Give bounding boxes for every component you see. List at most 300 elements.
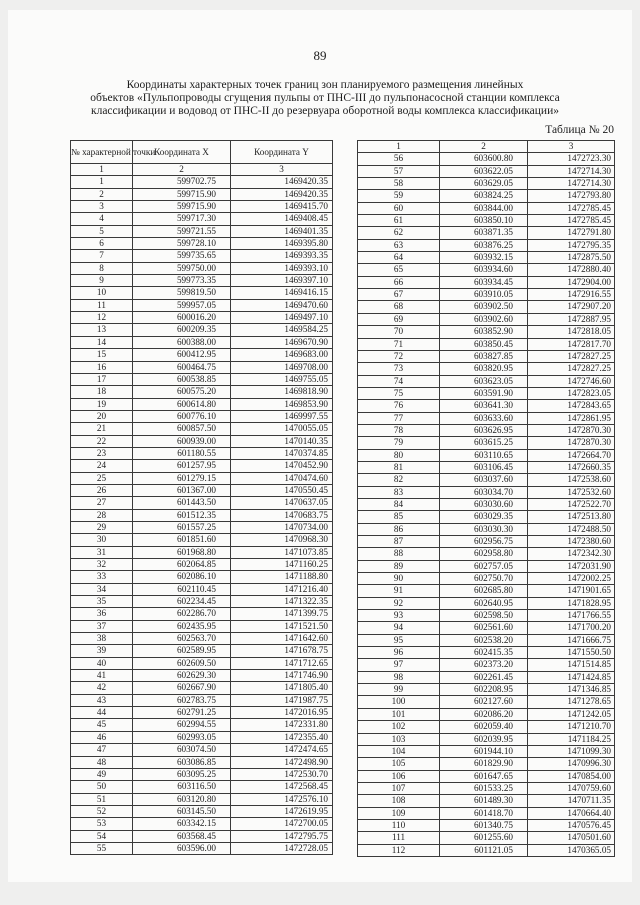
point-number-cell: 80 [358,449,440,461]
coordinate-y-cell: 1471160.25 [231,559,333,571]
point-number-cell: 110 [358,819,440,831]
coordinate-x-cell: 602563.70 [133,633,231,645]
coordinate-x-cell: 603029.35 [440,511,528,523]
point-number-cell: 39 [71,645,133,657]
table-row [71,312,333,324]
table-row [71,386,333,398]
coordinate-x-cell: 599702.75 [133,176,231,188]
table-row [71,497,333,509]
coordinate-x-cell: 602791.25 [133,707,231,719]
coordinate-y-cell: 1472488.50 [528,523,615,535]
table-row [71,213,333,225]
table-row [358,795,615,807]
point-number-cell: 42 [71,682,133,694]
coordinate-y-cell: 1472785.45 [528,202,615,214]
coordinate-y-cell: 1471828.95 [528,597,615,609]
coordinate-y-cell: 1472664.70 [528,449,615,461]
coordinate-x-cell: 600857.50 [133,423,231,435]
table-row [358,363,615,375]
table-row [71,509,333,521]
table-row [71,188,333,200]
table-row [358,634,615,646]
coordinate-x-cell: 601418.70 [440,807,528,819]
point-number-cell: 55 [71,842,133,854]
coordinate-y-cell: 1470759.60 [528,782,615,794]
table-row [71,287,333,299]
table-row [358,474,615,486]
coordinate-y-cell: 1470854.00 [528,770,615,782]
coordinate-y-cell: 1469670.90 [231,336,333,348]
coordinate-x-cell: 601443.50 [133,497,231,509]
coordinate-x-cell: 603629.05 [440,178,528,190]
point-number-cell: 4 [71,213,133,225]
table-row [358,573,615,585]
coordinate-x-cell: 603591.90 [440,387,528,399]
table-row [71,608,333,620]
table-row [358,708,615,720]
coordinate-y-cell: 1469997.55 [231,410,333,422]
coordinate-x-cell: 603932.15 [440,252,528,264]
coordinate-y-cell: 1469395.80 [231,238,333,250]
point-number-cell: 66 [358,276,440,288]
table-row [71,225,333,237]
coordinate-x-cell: 601340.75 [440,819,528,831]
coordinate-y-cell: 1471424.85 [528,671,615,683]
table-row [358,782,615,794]
table-row [71,756,333,768]
coordinate-x-cell: 603820.95 [440,363,528,375]
coordinate-y-cell: 1471242.05 [528,708,615,720]
point-number-cell: 26 [71,484,133,496]
coordinate-x-cell: 600016.20 [133,312,231,324]
coordinate-x-cell: 603596.00 [133,842,231,854]
table-row [358,536,615,548]
point-number-cell: 49 [71,768,133,780]
coordinates-table-right [357,140,615,857]
table-row [358,585,615,597]
table-row [71,262,333,274]
point-number-cell: 52 [71,805,133,817]
table-row [71,719,333,731]
point-number-cell: 75 [358,387,440,399]
point-number-cell: 101 [358,708,440,720]
coordinate-y-cell: 1472785.45 [528,215,615,227]
point-number-cell: 6 [71,238,133,250]
coordinate-y-cell: 1469401.35 [231,225,333,237]
table-row [71,410,333,422]
table-row [358,770,615,782]
point-number-cell: 107 [358,782,440,794]
coordinate-y-cell: 1469853.90 [231,398,333,410]
coordinate-x-cell: 601367.00 [133,484,231,496]
coordinate-x-cell: 599819.50 [133,287,231,299]
coordinate-x-cell: 603145.50 [133,805,231,817]
table-row [71,583,333,595]
point-number-cell: 73 [358,363,440,375]
table-row [358,523,615,535]
coordinate-x-cell: 601829.90 [440,758,528,770]
table-row [358,375,615,387]
coordinate-y-cell: 1470637.05 [231,497,333,509]
coordinate-y-cell: 1470683.75 [231,509,333,521]
table-row [71,238,333,250]
coordinate-y-cell: 1472532.60 [528,486,615,498]
coordinate-y-cell: 1469708.00 [231,361,333,373]
table-row [71,620,333,632]
table-label: Таблица № 20 [545,124,614,136]
coordinate-x-cell: 602589.95 [133,645,231,657]
coordinate-x-cell: 603034.70 [440,486,528,498]
point-number-cell: 78 [358,424,440,436]
point-number-cell: 50 [71,781,133,793]
coordinate-x-cell: 601944.10 [440,745,528,757]
coordinate-x-cell: 603902.50 [440,301,528,313]
table-row [358,350,615,362]
point-number-cell: 1 [71,176,133,188]
point-number-cell: 18 [71,386,133,398]
coordinate-y-cell: 1471188.80 [231,571,333,583]
table-row [358,807,615,819]
table-row [71,805,333,817]
coordinate-x-cell: 603850.45 [440,338,528,350]
coordinate-x-cell: 601279.15 [133,472,231,484]
coordinate-y-cell: 1472002.25 [528,573,615,585]
coordinate-y-cell: 1471666.75 [528,634,615,646]
coordinate-y-cell: 1472904.00 [528,276,615,288]
point-number-cell: 82 [358,474,440,486]
coordinate-x-cell: 603844.00 [440,202,528,214]
coordinate-y-cell: 1472793.80 [528,190,615,202]
coordinate-y-cell: 1471184.25 [528,733,615,745]
coordinate-x-cell: 602598.50 [440,610,528,622]
coordinate-y-cell: 1472887.95 [528,313,615,325]
coordinate-y-cell: 1472568.45 [231,781,333,793]
coordinate-x-cell: 601647.65 [440,770,528,782]
point-number-cell: 36 [71,608,133,620]
coordinate-x-cell: 602110.45 [133,583,231,595]
coordinate-x-cell: 603824.25 [440,190,528,202]
page-number: 89 [313,48,327,63]
table-row [358,449,615,461]
coordinate-y-cell: 1472331.80 [231,719,333,731]
coordinate-y-cell: 1469415.70 [231,201,333,213]
coordinate-x-cell: 603934.45 [440,276,528,288]
coordinate-x-cell: 599721.55 [133,225,231,237]
table-row [71,176,333,188]
point-number-cell: 84 [358,498,440,510]
coordinate-y-cell: 1472728.05 [231,842,333,854]
coordinate-x-cell: 599957.05 [133,299,231,311]
table-row [358,227,615,239]
coordinate-x-cell: 603623.05 [440,375,528,387]
coordinate-y-cell: 1470365.05 [528,844,615,856]
coordinate-y-cell: 1469584.25 [231,324,333,336]
coordinate-x-cell: 602538.20 [440,634,528,646]
coordinate-x-cell: 603030.60 [440,498,528,510]
point-number-cell: 99 [358,684,440,696]
coordinate-x-cell: 600412.95 [133,349,231,361]
coordinate-x-cell: 601255.60 [440,832,528,844]
table-row [71,670,333,682]
coordinate-y-cell: 1471216.40 [231,583,333,595]
coordinate-x-cell: 603030.30 [440,523,528,535]
coordinate-y-cell: 1472827.25 [528,350,615,362]
point-number-cell: 76 [358,400,440,412]
coordinate-x-cell: 603641.30 [440,400,528,412]
coordinate-x-cell: 602750.70 [440,573,528,585]
table-row [358,165,615,177]
table-row [71,472,333,484]
point-number-cell: 9 [71,275,133,287]
table-row [358,153,615,165]
table-row [71,657,333,669]
point-number-cell: 100 [358,696,440,708]
table-row [71,633,333,645]
table-row [358,844,615,856]
coordinate-y-cell: 1471514.85 [528,659,615,671]
table-row [358,412,615,424]
point-number-cell: 25 [71,472,133,484]
coordinate-x-cell: 599750.00 [133,262,231,274]
coordinate-y-cell: 1471099.30 [528,745,615,757]
point-number-cell: 69 [358,313,440,325]
coordinate-y-cell: 1470968.30 [231,534,333,546]
table-row [71,559,333,571]
header-coordinate-x: Координата X [133,141,231,164]
coordinate-x-cell: 602958.80 [440,548,528,560]
table-row [358,461,615,473]
coordinate-y-cell: 1471805.40 [231,682,333,694]
coordinate-x-cell: 600388.00 [133,336,231,348]
point-number-cell: 92 [358,597,440,609]
coordinate-x-cell: 603074.50 [133,744,231,756]
coordinate-x-cell: 603615.25 [440,437,528,449]
point-number-cell: 51 [71,793,133,805]
table-row [71,534,333,546]
point-number-cell: 10 [71,287,133,299]
coordinate-x-cell: 603342.15 [133,818,231,830]
coordinate-y-cell: 1472498.90 [231,756,333,768]
point-number-cell: 86 [358,523,440,535]
coordinate-y-cell: 1472723.30 [528,153,615,165]
coordinate-x-cell: 601489.30 [440,795,528,807]
table-row [71,546,333,558]
coordinate-y-cell: 1471987.75 [231,694,333,706]
coordinate-x-cell: 602435.95 [133,620,231,632]
coordinate-x-cell: 603626.95 [440,424,528,436]
coordinate-y-cell: 1469420.35 [231,188,333,200]
coordinate-x-cell: 602086.10 [133,571,231,583]
point-number-cell: 83 [358,486,440,498]
column-number: 3 [528,141,615,153]
table-row [358,190,615,202]
coordinate-x-cell: 602629.30 [133,670,231,682]
coordinate-y-cell: 1472818.05 [528,326,615,338]
table-row [71,793,333,805]
coordinate-y-cell: 1472714.30 [528,165,615,177]
point-number-cell: 77 [358,412,440,424]
table-row [71,398,333,410]
table-row [358,647,615,659]
coordinate-x-cell: 602373.20 [440,659,528,671]
table-body-right [358,153,615,857]
coordinate-y-cell: 1472380.60 [528,536,615,548]
coordinate-y-cell: 1472576.10 [231,793,333,805]
coordinate-x-cell: 601851.60 [133,534,231,546]
coordinate-y-cell: 1469420.35 [231,176,333,188]
point-number-cell: 96 [358,647,440,659]
coordinate-x-cell: 603095.25 [133,768,231,780]
point-number-cell: 24 [71,460,133,472]
table-row [71,596,333,608]
table-row [71,299,333,311]
point-number-cell: 65 [358,264,440,276]
table-row [358,313,615,325]
coordinate-x-cell: 601968.80 [133,546,231,558]
table-row [71,571,333,583]
coordinate-x-cell: 602039.95 [440,733,528,745]
table-row [71,521,333,533]
coordinate-y-cell: 1472474.65 [231,744,333,756]
point-number-cell: 93 [358,610,440,622]
point-number-cell: 91 [358,585,440,597]
point-number-cell: 22 [71,435,133,447]
coordinate-x-cell: 603086.85 [133,756,231,768]
point-number-cell: 95 [358,634,440,646]
table-body-left [71,176,333,855]
coordinate-x-cell: 600464.75 [133,361,231,373]
table-row [71,201,333,213]
coordinate-y-cell: 1471210.70 [528,721,615,733]
table-row [71,694,333,706]
coordinate-x-cell: 600209.35 [133,324,231,336]
coordinate-x-cell: 601121.05 [440,844,528,856]
coordinate-x-cell: 603902.60 [440,313,528,325]
coordinate-y-cell: 1472016.95 [231,707,333,719]
point-number-cell: 106 [358,770,440,782]
table-row [358,437,615,449]
point-number-cell: 63 [358,239,440,251]
table-row [71,731,333,743]
table-row [358,239,615,251]
coordinate-y-cell: 1470711.35 [528,795,615,807]
point-number-cell: 32 [71,559,133,571]
coordinate-x-cell: 601257.95 [133,460,231,472]
coordinate-x-cell: 599715.90 [133,201,231,213]
header-point-number: № характерной точки [71,141,133,164]
table-row [358,622,615,634]
coordinate-x-cell: 602667.90 [133,682,231,694]
coordinates-table-left [70,140,333,855]
point-number-cell: 8 [71,262,133,274]
point-number-cell: 34 [71,583,133,595]
coordinate-y-cell: 1472861.95 [528,412,615,424]
coordinate-y-cell: 1471521.50 [231,620,333,632]
table-row [358,721,615,733]
coordinate-y-cell: 1469397.10 [231,275,333,287]
point-number-cell: 5 [71,225,133,237]
coordinate-y-cell: 1472880.40 [528,264,615,276]
point-number-cell: 57 [358,165,440,177]
table-row [358,424,615,436]
table-row [358,511,615,523]
point-number-cell: 111 [358,832,440,844]
point-number-cell: 37 [71,620,133,632]
coordinate-y-cell: 1469408.45 [231,213,333,225]
coordinate-y-cell: 1472907.20 [528,301,615,313]
table-row [71,435,333,447]
table-row [358,832,615,844]
coordinate-x-cell: 603910.05 [440,289,528,301]
point-number-cell: 20 [71,410,133,422]
coordinate-y-cell: 1471766.55 [528,610,615,622]
coordinate-y-cell: 1469470.60 [231,299,333,311]
coordinate-x-cell: 600614.80 [133,398,231,410]
point-number-cell: 59 [358,190,440,202]
table-row [358,338,615,350]
table-row [358,301,615,313]
table-row [71,830,333,842]
coordinate-x-cell: 603037.60 [440,474,528,486]
coordinate-y-cell: 1470374.85 [231,447,333,459]
coordinate-x-cell: 602640.95 [440,597,528,609]
header-coordinate-y: Координата Y [231,141,333,164]
table-row [358,276,615,288]
table-row [358,696,615,708]
point-number-cell: 13 [71,324,133,336]
coordinate-y-cell: 1470140.35 [231,435,333,447]
coordinate-y-cell: 1471642.60 [231,633,333,645]
coordinate-x-cell: 599735.65 [133,250,231,262]
coordinate-x-cell: 602609.50 [133,657,231,669]
point-number-cell: 44 [71,707,133,719]
point-number-cell: 87 [358,536,440,548]
point-number-cell: 98 [358,671,440,683]
table-row [358,745,615,757]
coordinate-y-cell: 1472746.60 [528,375,615,387]
coordinate-x-cell: 603110.65 [440,449,528,461]
coordinate-y-cell: 1472522.70 [528,498,615,510]
table-row [71,645,333,657]
table-row [71,349,333,361]
coordinate-y-cell: 1472875.50 [528,252,615,264]
coordinate-y-cell: 1470474.60 [231,472,333,484]
coordinate-y-cell: 1472700.05 [231,818,333,830]
coordinate-x-cell: 602994.55 [133,719,231,731]
point-number-cell: 38 [71,633,133,645]
coordinate-x-cell: 599728.10 [133,238,231,250]
coordinate-y-cell: 1472619.95 [231,805,333,817]
coordinate-x-cell: 602234.45 [133,596,231,608]
point-number-cell: 109 [358,807,440,819]
point-number-cell: 15 [71,349,133,361]
coordinate-x-cell: 602757.05 [440,560,528,572]
coordinate-y-cell: 1469393.35 [231,250,333,262]
coordinate-y-cell: 1472843.65 [528,400,615,412]
point-number-cell: 71 [358,338,440,350]
coordinate-x-cell: 603120.80 [133,793,231,805]
coordinate-y-cell: 1472795.75 [231,830,333,842]
coordinate-x-cell: 602956.75 [440,536,528,548]
point-number-cell: 60 [358,202,440,214]
table-row [358,659,615,671]
point-number-cell: 46 [71,731,133,743]
coordinate-x-cell: 603934.60 [440,264,528,276]
coordinate-x-cell: 601533.25 [440,782,528,794]
table-row [71,842,333,854]
coordinate-y-cell: 1472513.80 [528,511,615,523]
table-row [358,387,615,399]
